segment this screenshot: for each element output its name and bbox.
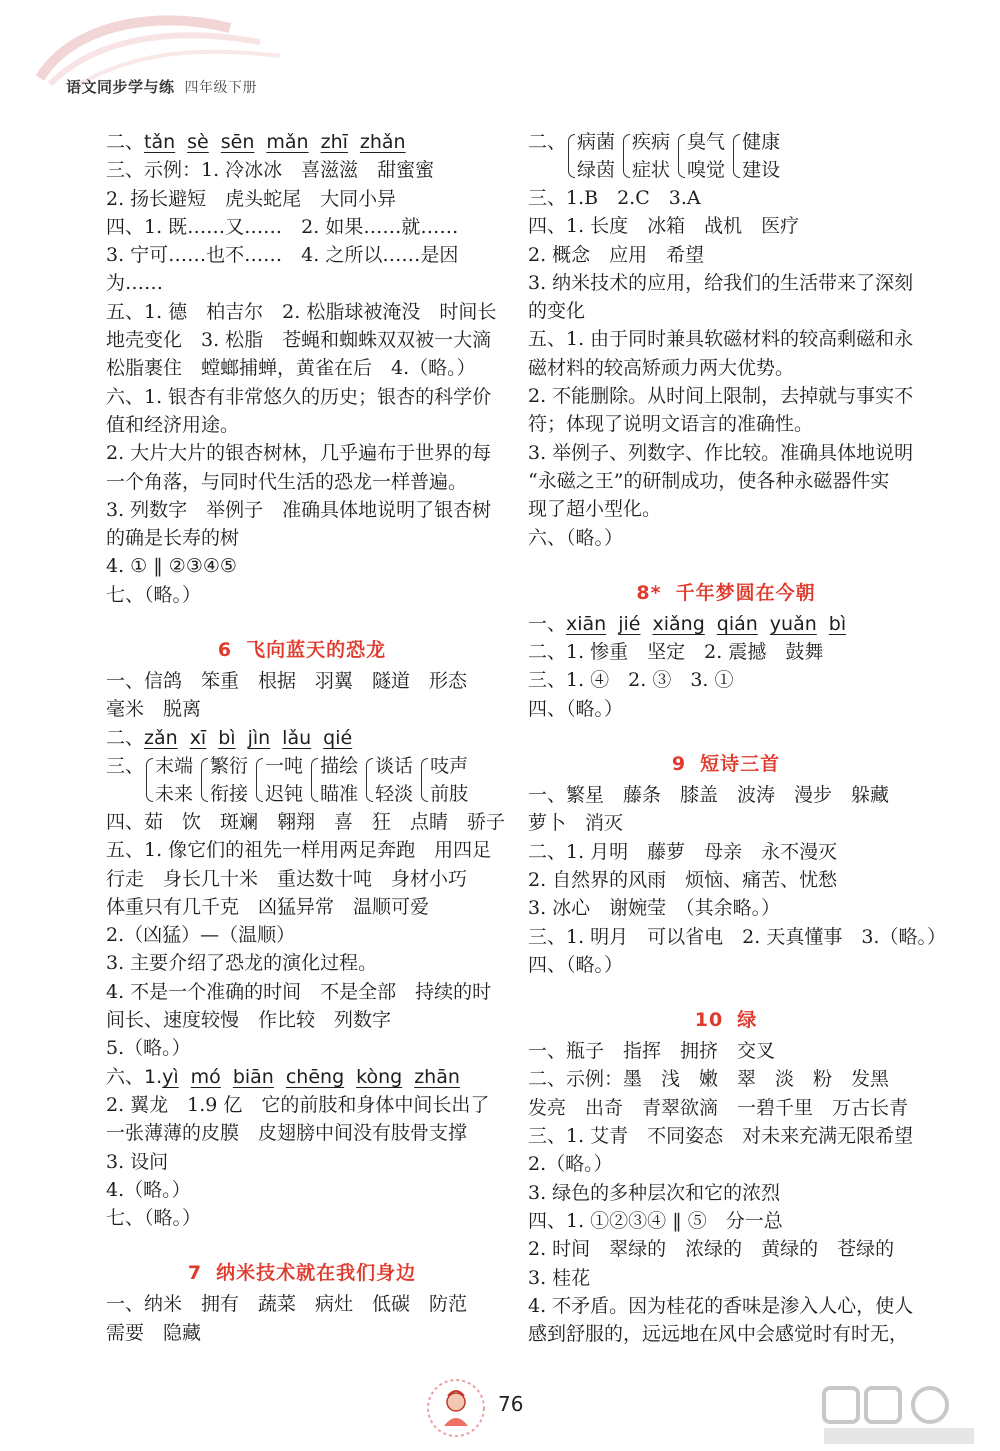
watermark-logo xyxy=(820,1382,990,1448)
pinyin: xī xyxy=(189,726,207,749)
answer-line: 三、1. 艾青 不同姿态 对未来充满无限希望 xyxy=(528,1125,914,1148)
section-number: 10 xyxy=(694,1009,724,1032)
section-number: 8* xyxy=(636,581,662,604)
answer-line: 五、1. 德 柏吉尔 2. 松脂球被淹没 时间长 xyxy=(106,300,497,323)
word: 末端 xyxy=(155,754,194,777)
pinyin: yuǎn xyxy=(769,612,817,635)
answer-line: 3. 列数字 举例子 准确具体地说明了银杏树 xyxy=(106,498,492,521)
answer-line: “永磁之王”的研制成功，使各种永磁器件实 xyxy=(528,469,890,492)
pinyin-row xyxy=(528,610,924,638)
section-number: 9 xyxy=(671,753,687,776)
section-name: 短诗三首 xyxy=(700,753,781,776)
answer-line: 四、茹 饮 斑斓 翱翔 喜 狂 点睛 骄子 xyxy=(106,810,506,833)
item-lead: 一、 xyxy=(528,612,567,635)
pinyin: bì xyxy=(828,612,847,635)
section-title-6 xyxy=(106,635,498,665)
answer-line: 3. 纳米技术的应用，给我们的生活带来了深刻 xyxy=(528,271,914,294)
pinyin: chēng xyxy=(285,1065,345,1088)
word: 臭气 xyxy=(687,131,726,153)
answer-line: 四、（略。） xyxy=(528,697,624,720)
pinyin: qián xyxy=(716,612,758,635)
pinyin: xiǎng xyxy=(652,612,705,635)
word: 轻淡 xyxy=(375,782,414,805)
word: 衔接 xyxy=(210,782,249,805)
word-pair xyxy=(419,752,468,808)
answer-line: 的变化 xyxy=(528,300,586,323)
answer-line: 一、纳米 拥有 蔬菜 病灶 低碳 防范 xyxy=(106,1293,468,1316)
answer-line: 2. 概念 应用 希望 xyxy=(528,243,705,266)
answer-line: 现了超小型化。 xyxy=(528,498,662,521)
word: 一吨 xyxy=(265,754,304,777)
answer-line: 四、（略。） xyxy=(528,953,624,976)
word: 未来 xyxy=(155,782,194,805)
answer-line: 六、（略。） xyxy=(528,526,624,549)
section-name: 纳米技术就在我们身边 xyxy=(216,1262,417,1285)
answer-line: 需要 隐藏 xyxy=(106,1321,202,1344)
pinyin: zhǎn xyxy=(359,131,406,153)
word: 建设 xyxy=(742,159,781,181)
answer-line: 2.（凶猛）—（温顺） xyxy=(106,924,296,947)
pinyin-row xyxy=(106,1063,498,1091)
word: 吱声 xyxy=(430,754,469,777)
word: 健康 xyxy=(742,131,781,153)
series-title: 语文同步学与练 xyxy=(66,78,175,96)
pinyin: yì xyxy=(162,1065,179,1088)
pinyin: zhān xyxy=(414,1065,460,1088)
word: 疾病 xyxy=(632,131,671,153)
section-name: 千年梦圆在今朝 xyxy=(675,581,816,604)
word: 瞄准 xyxy=(320,782,359,805)
answer-line: 磁材料的较高矫顽力两大优势。 xyxy=(528,356,795,379)
answer-line: 4.（略。） xyxy=(106,1178,191,1201)
pinyin-row xyxy=(106,724,498,752)
word: 病菌 xyxy=(577,131,616,153)
section-title-7 xyxy=(106,1258,498,1288)
pinyin: jìn xyxy=(247,726,271,749)
answer-line: 一、信鸽 笨重 根据 羽翼 隧道 形态 xyxy=(106,670,468,693)
page-number: 76 xyxy=(498,1392,524,1416)
word-pair xyxy=(144,752,193,808)
answer-line: 4. ① ‖ ②③④⑤ xyxy=(106,555,237,578)
pinyin: qié xyxy=(323,726,353,749)
answer-line: 2. 自然界的风雨 烦恼、痛苦、忧愁 xyxy=(528,868,838,891)
answer-line: 一张薄薄的皮膜 皮翅膀中间没有肢骨支撑 xyxy=(106,1122,468,1145)
page-header xyxy=(66,76,257,97)
item-lead: 二、 xyxy=(528,131,567,153)
answer-line: 3. 主要介绍了恐龙的演化过程。 xyxy=(106,952,378,975)
answer-line: 三、1. 明月 可以省电 2. 天真懂事 3.（略。） xyxy=(528,925,946,948)
answer-line: 发亮 出奇 青翠欲滴 一碧千里 万古长青 xyxy=(528,1096,909,1119)
word: 绿茵 xyxy=(577,159,616,181)
word-pair xyxy=(566,128,615,184)
answer-line: 2. 翼龙 1.9 亿 它的前肢和身体中间长出了 xyxy=(106,1093,490,1116)
answer-line: 二、1. 惨重 坚定 2. 震撼 鼓舞 xyxy=(528,641,824,664)
answer-line: 5.（略。） xyxy=(106,1037,191,1060)
word: 症状 xyxy=(632,159,671,181)
answer-line: 二、1. 月明 藤萝 母亲 永不漫灭 xyxy=(528,840,838,863)
right-column xyxy=(528,128,946,1348)
pinyin: zǎn xyxy=(144,726,178,749)
answer-line: 二、示例：墨 浅 嫩 翠 淡 粉 发黑 xyxy=(528,1068,890,1091)
word-pair xyxy=(676,128,725,184)
answer-line: 3. 绿色的多种层次和它的浓烈 xyxy=(528,1181,781,1204)
section-title-8 xyxy=(528,578,924,608)
section-title-10 xyxy=(528,1005,924,1035)
answer-line: 行走 身长几十米 重达数十吨 身材小巧 xyxy=(106,867,468,890)
section-number: 7 xyxy=(187,1262,203,1285)
answer-line: 3. 举例子、列数字、作比较。准确具体地说明 xyxy=(528,441,914,464)
answer-line: 四、1. ①②③④ ‖ ⑤ 分一总 xyxy=(528,1209,783,1232)
word-pair xyxy=(731,128,780,184)
answer-line: 七、（略。） xyxy=(106,583,202,606)
answer-line: 松脂裹住 螳螂捕蝉，黄雀在后 4.（略。） xyxy=(106,357,476,380)
pinyin: sēn xyxy=(220,131,255,153)
answer-line: 七、（略。） xyxy=(106,1207,202,1230)
answer-line: 体重只有几千克 凶猛异常 温顺可爱 xyxy=(106,895,430,918)
left-column xyxy=(106,128,506,1347)
pinyin: xiān xyxy=(566,612,607,635)
answer-line: 六、1. 银杏有非常悠久的历史；银杏的科学价 xyxy=(106,385,492,408)
answer-line: 五、1. 像它们的祖先一样用两足奔跑 用四足 xyxy=(106,839,492,862)
pinyin: biān xyxy=(232,1065,274,1088)
word: 谈话 xyxy=(375,754,414,777)
answer-line: 2. 不能删除。从时间上限制，去掉就与事实不 xyxy=(528,385,914,408)
answer-line: 三、1. ④ 2. ③ 3. ① xyxy=(528,669,734,692)
answer-line: 四、1. 长度 冰箱 战机 医疗 xyxy=(528,215,800,238)
pinyin: mǎn xyxy=(266,131,309,153)
answer-line: 符；体现了说明文语言的准确性。 xyxy=(528,413,814,436)
item-lead: 二、 xyxy=(106,131,145,153)
answer-line: 五、1. 由于同时兼具软磁材料的较高剩磁和永 xyxy=(528,328,914,351)
word-pair xyxy=(199,752,248,808)
answer-line: 毫米 脱离 xyxy=(106,698,202,721)
pinyin: zhī xyxy=(320,131,348,153)
pinyin: bì xyxy=(218,726,236,749)
brace-word-pairs xyxy=(528,128,924,184)
grade-label: 四年级下册 xyxy=(184,80,258,96)
answer-line: 4. 不矛盾。因为桂花的香味是渗入人心，使人 xyxy=(528,1294,914,1317)
section-title-9 xyxy=(528,749,924,779)
section-number: 6 xyxy=(217,639,233,662)
answer-line: 3. 宁可……也不…… 4. 之所以……是因 xyxy=(106,244,459,267)
answer-line: 间长、速度较慢 作比较 列数字 xyxy=(106,1009,392,1032)
word-pair xyxy=(621,128,670,184)
answer-line: 为…… xyxy=(106,272,164,295)
item-lead: 三、 xyxy=(106,754,145,777)
word-pair xyxy=(364,752,413,808)
pinyin-row xyxy=(106,128,498,156)
pinyin: jié xyxy=(618,612,641,635)
answer-line: 地壳变化 3. 松脂 苍蝇和蜘蛛双双被一大滴 xyxy=(106,329,492,352)
brace-word-pairs xyxy=(106,752,498,808)
answer-line: 感到舒服的，远远地在风中会感觉时有时无， xyxy=(528,1323,909,1346)
answer-line: 3. 桂花 xyxy=(528,1266,591,1289)
pinyin: tǎn xyxy=(144,131,176,153)
mascot-icon xyxy=(424,1376,488,1440)
answer-line: 2. 大片大片的银杏树林，几乎遍布于世界的每 xyxy=(106,442,492,465)
section-name: 绿 xyxy=(737,1009,758,1032)
word-pair xyxy=(254,752,303,808)
word: 前肢 xyxy=(430,782,469,805)
answer-line: 的确是长寿的树 xyxy=(106,527,240,550)
word: 描绘 xyxy=(320,754,359,777)
pinyin: lǎu xyxy=(282,726,312,749)
item-lead: 二、 xyxy=(106,726,145,749)
item-lead: 六、1. xyxy=(106,1065,163,1088)
answer-line: 三、示例：1. 冷冰冰 喜滋滋 甜蜜蜜 xyxy=(106,159,435,182)
answer-line: 3. 设问 xyxy=(106,1150,169,1173)
answer-line: 4. 不是一个准确的时间 不是全部 持续的时 xyxy=(106,980,492,1003)
answer-line: 三、1.B 2.C 3.A xyxy=(528,187,701,209)
word: 嗅觉 xyxy=(687,159,726,181)
word-pair xyxy=(309,752,358,808)
answer-line: 2. 时间 翠绿的 浓绿的 黄绿的 苍绿的 xyxy=(528,1238,895,1261)
pinyin: kòng xyxy=(356,1065,403,1088)
word: 迟钝 xyxy=(265,782,304,805)
answer-line: 值和经济用途。 xyxy=(106,413,240,436)
pinyin: mó xyxy=(190,1065,221,1088)
answer-line: 2.（略。） xyxy=(528,1153,613,1176)
answer-line: 一、瓶子 指挥 拥挤 交叉 xyxy=(528,1040,776,1063)
pinyin: sè xyxy=(187,131,209,153)
answer-line: 3. 冰心 谢婉莹 （其余略。） xyxy=(528,897,781,920)
answer-line: 一、繁星 藤条 膝盖 波涛 漫步 躲藏 xyxy=(528,784,890,807)
answer-line: 一个角落，与同时代生活的恐龙一样普遍。 xyxy=(106,470,468,493)
section-name: 飞向蓝天的恐龙 xyxy=(246,639,387,662)
answer-line: 四、1. 既……又…… 2. 如果……就…… xyxy=(106,215,459,238)
answer-line: 2. 扬长避短 虎头蛇尾 大同小异 xyxy=(106,187,397,210)
word: 繁衍 xyxy=(210,754,249,777)
answer-line: 萝卜 消灭 xyxy=(528,812,624,835)
